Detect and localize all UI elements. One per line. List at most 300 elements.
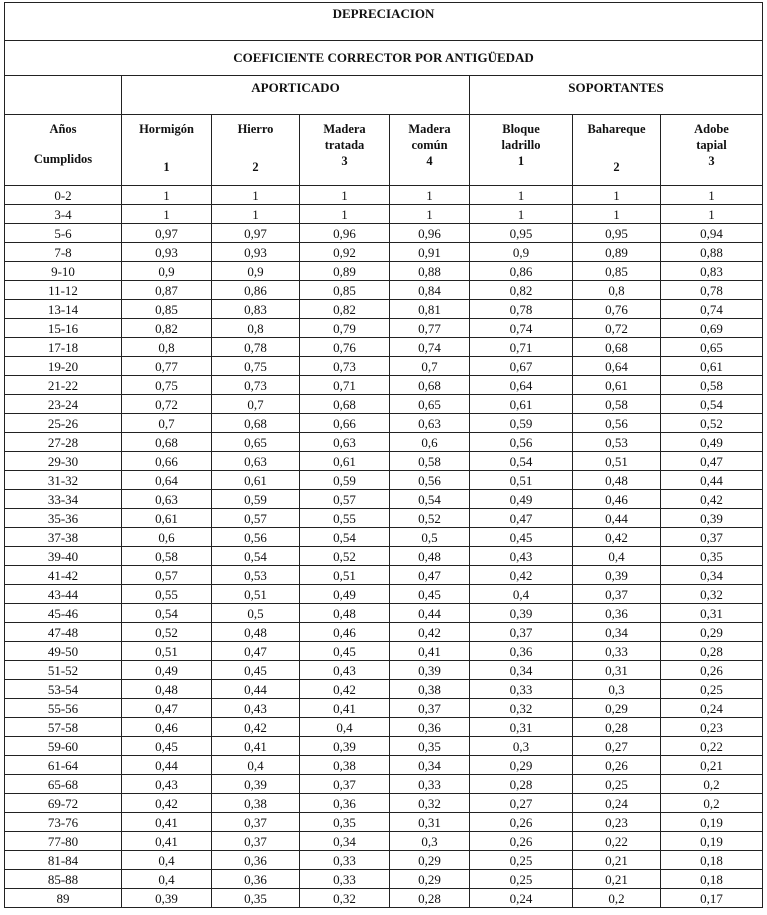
cell-madera-comun: 0,32 xyxy=(390,794,470,813)
table-row xyxy=(5,661,763,680)
cell-years: 85-88 xyxy=(5,870,122,889)
cell-bahareque: 0,44 xyxy=(573,509,661,528)
cell-hierro: 0,68 xyxy=(212,414,300,433)
cell-bloque-ladrillo: 1 xyxy=(470,186,573,205)
cell-bloque-ladrillo: 0,67 xyxy=(470,357,573,376)
cell-madera-comun: 0,29 xyxy=(390,870,470,889)
cell-adobe-tapial: 0,39 xyxy=(661,509,763,528)
cell-madera-tratada: 1 xyxy=(300,205,390,224)
cell-hierro: 0,8 xyxy=(212,319,300,338)
cell-hormigon: 0,87 xyxy=(122,281,212,300)
cell-bloque-ladrillo: 0,25 xyxy=(470,870,573,889)
cell-years: 5-6 xyxy=(5,224,122,243)
cell-madera-comun: 0,39 xyxy=(390,661,470,680)
cell-madera-comun: 0,47 xyxy=(390,566,470,585)
header-adobe-tapial xyxy=(661,115,763,186)
cell-bloque-ladrillo: 0,31 xyxy=(470,718,573,737)
cell-bahareque: 1 xyxy=(573,186,661,205)
cell-adobe-tapial: 0,26 xyxy=(661,661,763,680)
cell-hormigon: 0,45 xyxy=(122,737,212,756)
cell-hormigon: 1 xyxy=(122,205,212,224)
cell-madera-comun: 0,96 xyxy=(390,224,470,243)
cell-adobe-tapial: 0,25 xyxy=(661,680,763,699)
cell-adobe-tapial: 0,58 xyxy=(661,376,763,395)
cell-bahareque: 0,48 xyxy=(573,471,661,490)
cell-hierro: 0,51 xyxy=(212,585,300,604)
cell-years: 65-68 xyxy=(5,775,122,794)
table-row xyxy=(5,794,763,813)
cell-bahareque: 1 xyxy=(573,205,661,224)
cell-years: 55-56 xyxy=(5,699,122,718)
cell-madera-comun: 0,44 xyxy=(390,604,470,623)
cell-madera-tratada: 0,59 xyxy=(300,471,390,490)
cell-hierro: 0,83 xyxy=(212,300,300,319)
table-subtitle: COEFICIENTE CORRECTOR POR ANTIGÜEDAD xyxy=(5,41,763,76)
cell-madera-comun: 0,54 xyxy=(390,490,470,509)
header-bahareque xyxy=(573,115,661,186)
cell-hormigon: 0,51 xyxy=(122,642,212,661)
cell-hormigon: 0,68 xyxy=(122,433,212,452)
cell-bahareque: 0,22 xyxy=(573,832,661,851)
cell-bloque-ladrillo: 0,33 xyxy=(470,680,573,699)
header-hormigon-num: 1 xyxy=(163,160,170,174)
cell-hierro: 0,37 xyxy=(212,832,300,851)
depreciation-table xyxy=(4,2,763,908)
cell-madera-comun: 0,56 xyxy=(390,471,470,490)
header-adobe-tapial-name1: Adobe xyxy=(694,122,729,136)
cell-adobe-tapial: 0,24 xyxy=(661,699,763,718)
cell-years: 57-58 xyxy=(5,718,122,737)
cell-years: 89 xyxy=(5,889,122,908)
cell-years: 51-52 xyxy=(5,661,122,680)
table-row xyxy=(5,243,763,262)
cell-madera-tratada: 1 xyxy=(300,186,390,205)
table-row xyxy=(5,813,763,832)
cell-hormigon: 0,39 xyxy=(122,889,212,908)
cell-bloque-ladrillo: 0,26 xyxy=(470,813,573,832)
cell-adobe-tapial: 0,83 xyxy=(661,262,763,281)
cell-years: 81-84 xyxy=(5,851,122,870)
cell-bloque-ladrillo: 0,29 xyxy=(470,756,573,775)
cell-years: 61-64 xyxy=(5,756,122,775)
cell-bahareque: 0,36 xyxy=(573,604,661,623)
header-hierro-name: Hierro xyxy=(237,122,274,136)
cell-years: 17-18 xyxy=(5,338,122,357)
cell-hormigon: 0,58 xyxy=(122,547,212,566)
cell-years: 9-10 xyxy=(5,262,122,281)
table-row xyxy=(5,338,763,357)
cell-years: 37-38 xyxy=(5,528,122,547)
cell-madera-comun: 0,36 xyxy=(390,718,470,737)
cell-madera-tratada: 0,57 xyxy=(300,490,390,509)
cell-hormigon: 0,8 xyxy=(122,338,212,357)
cell-bahareque: 0,24 xyxy=(573,794,661,813)
cell-years: 43-44 xyxy=(5,585,122,604)
cell-bahareque: 0,21 xyxy=(573,851,661,870)
cell-years: 59-60 xyxy=(5,737,122,756)
header-hierro-num: 2 xyxy=(252,160,259,174)
table-row xyxy=(5,186,763,205)
cell-bahareque: 0,29 xyxy=(573,699,661,718)
cell-adobe-tapial: 0,44 xyxy=(661,471,763,490)
cell-adobe-tapial: 1 xyxy=(661,205,763,224)
cell-hormigon: 0,52 xyxy=(122,623,212,642)
cell-madera-comun: 0,48 xyxy=(390,547,470,566)
cell-hormigon: 0,46 xyxy=(122,718,212,737)
cell-adobe-tapial: 0,69 xyxy=(661,319,763,338)
cell-bahareque: 0,25 xyxy=(573,775,661,794)
cell-madera-tratada: 0,89 xyxy=(300,262,390,281)
cell-hierro: 0,36 xyxy=(212,870,300,889)
table-row xyxy=(5,224,763,243)
cell-madera-comun: 0,74 xyxy=(390,338,470,357)
cell-bloque-ladrillo: 0,34 xyxy=(470,661,573,680)
table-row xyxy=(5,566,763,585)
cell-years: 29-30 xyxy=(5,452,122,471)
cell-hierro: 0,38 xyxy=(212,794,300,813)
cell-years: 21-22 xyxy=(5,376,122,395)
cell-hormigon: 0,93 xyxy=(122,243,212,262)
cell-adobe-tapial: 0,54 xyxy=(661,395,763,414)
cell-hierro: 0,39 xyxy=(212,775,300,794)
cell-bloque-ladrillo: 0,9 xyxy=(470,243,573,262)
cell-hierro: 0,44 xyxy=(212,680,300,699)
cell-bloque-ladrillo: 0,74 xyxy=(470,319,573,338)
cell-hierro: 0,5 xyxy=(212,604,300,623)
cell-years: 31-32 xyxy=(5,471,122,490)
header-bloque-ladrillo-name2: ladrillo xyxy=(501,138,541,152)
cell-bloque-ladrillo: 0,45 xyxy=(470,528,573,547)
cell-hormigon: 0,64 xyxy=(122,471,212,490)
cell-adobe-tapial: 1 xyxy=(661,186,763,205)
cell-years: 25-26 xyxy=(5,414,122,433)
header-madera-tratada xyxy=(300,115,390,186)
cell-hormigon: 0,41 xyxy=(122,813,212,832)
table-row xyxy=(5,205,763,224)
cell-years: 19-20 xyxy=(5,357,122,376)
cell-madera-comun: 0,35 xyxy=(390,737,470,756)
cell-madera-tratada: 0,79 xyxy=(300,319,390,338)
cell-bahareque: 0,21 xyxy=(573,870,661,889)
header-madera-comun xyxy=(390,115,470,186)
cell-madera-tratada: 0,54 xyxy=(300,528,390,547)
cell-madera-comun: 0,34 xyxy=(390,756,470,775)
cell-hierro: 1 xyxy=(212,205,300,224)
cell-bahareque: 0,51 xyxy=(573,452,661,471)
group-aporticado: APORTICADO xyxy=(122,76,470,115)
table-row xyxy=(5,623,763,642)
cell-madera-tratada: 0,55 xyxy=(300,509,390,528)
cell-madera-tratada: 0,46 xyxy=(300,623,390,642)
cell-adobe-tapial: 0,2 xyxy=(661,794,763,813)
table-row xyxy=(5,604,763,623)
cell-madera-tratada: 0,45 xyxy=(300,642,390,661)
cell-years: 39-40 xyxy=(5,547,122,566)
cell-madera-tratada: 0,66 xyxy=(300,414,390,433)
cell-bahareque: 0,76 xyxy=(573,300,661,319)
cell-madera-tratada: 0,32 xyxy=(300,889,390,908)
header-bloque-ladrillo-num: 1 xyxy=(517,154,525,168)
cell-hormigon: 0,44 xyxy=(122,756,212,775)
cell-hormigon: 0,55 xyxy=(122,585,212,604)
table-row xyxy=(5,319,763,338)
cell-adobe-tapial: 0,37 xyxy=(661,528,763,547)
cell-adobe-tapial: 0,22 xyxy=(661,737,763,756)
cell-hierro: 0,48 xyxy=(212,623,300,642)
cell-hormigon: 0,41 xyxy=(122,832,212,851)
cell-hierro: 0,73 xyxy=(212,376,300,395)
cell-hormigon: 0,57 xyxy=(122,566,212,585)
cell-madera-comun: 0,88 xyxy=(390,262,470,281)
cell-bloque-ladrillo: 0,24 xyxy=(470,889,573,908)
cell-bloque-ladrillo: 0,78 xyxy=(470,300,573,319)
table-row xyxy=(5,357,763,376)
header-madera-tratada-name2: tratada xyxy=(324,138,365,152)
cell-years: 3-4 xyxy=(5,205,122,224)
table-row xyxy=(5,775,763,794)
cell-hierro: 0,97 xyxy=(212,224,300,243)
cell-adobe-tapial: 0,78 xyxy=(661,281,763,300)
header-years-line2: Cumplidos xyxy=(33,152,93,166)
cell-madera-tratada: 0,4 xyxy=(300,718,390,737)
header-madera-comun-name1: Madera xyxy=(408,122,451,136)
header-madera-comun-num: 4 xyxy=(426,154,433,168)
cell-bahareque: 0,33 xyxy=(573,642,661,661)
header-years xyxy=(5,115,122,186)
cell-bahareque: 0,56 xyxy=(573,414,661,433)
cell-madera-comun: 0,5 xyxy=(390,528,470,547)
cell-hierro: 0,61 xyxy=(212,471,300,490)
cell-years: 53-54 xyxy=(5,680,122,699)
cell-adobe-tapial: 0,19 xyxy=(661,832,763,851)
cell-madera-tratada: 0,37 xyxy=(300,775,390,794)
table-row xyxy=(5,832,763,851)
cell-madera-tratada: 0,33 xyxy=(300,870,390,889)
header-madera-comun-name2: común xyxy=(411,138,448,152)
cell-madera-comun: 0,42 xyxy=(390,623,470,642)
cell-years: 11-12 xyxy=(5,281,122,300)
cell-bloque-ladrillo: 0,95 xyxy=(470,224,573,243)
cell-bloque-ladrillo: 0,43 xyxy=(470,547,573,566)
cell-bloque-ladrillo: 0,59 xyxy=(470,414,573,433)
header-adobe-tapial-num: 3 xyxy=(708,154,715,168)
cell-hierro: 0,37 xyxy=(212,813,300,832)
cell-bloque-ladrillo: 0,61 xyxy=(470,395,573,414)
cell-hormigon: 0,63 xyxy=(122,490,212,509)
cell-adobe-tapial: 0,61 xyxy=(661,357,763,376)
cell-bloque-ladrillo: 0,26 xyxy=(470,832,573,851)
table-row xyxy=(5,433,763,452)
cell-madera-tratada: 0,76 xyxy=(300,338,390,357)
cell-adobe-tapial: 0,18 xyxy=(661,851,763,870)
cell-years: 73-76 xyxy=(5,813,122,832)
cell-adobe-tapial: 0,49 xyxy=(661,433,763,452)
cell-adobe-tapial: 0,19 xyxy=(661,813,763,832)
cell-madera-comun: 0,77 xyxy=(390,319,470,338)
cell-bloque-ladrillo: 0,32 xyxy=(470,699,573,718)
cell-madera-tratada: 0,43 xyxy=(300,661,390,680)
cell-bloque-ladrillo: 0,39 xyxy=(470,604,573,623)
header-hormigon xyxy=(122,115,212,186)
cell-adobe-tapial: 0,42 xyxy=(661,490,763,509)
header-bloque-ladrillo-name1: Bloque xyxy=(502,122,540,136)
cell-madera-comun: 1 xyxy=(390,186,470,205)
cell-madera-comun: 0,29 xyxy=(390,851,470,870)
cell-years: 0-2 xyxy=(5,186,122,205)
cell-bloque-ladrillo: 0,36 xyxy=(470,642,573,661)
cell-bahareque: 0,46 xyxy=(573,490,661,509)
cell-adobe-tapial: 0,17 xyxy=(661,889,763,908)
cell-hormigon: 0,82 xyxy=(122,319,212,338)
cell-bloque-ladrillo: 0,28 xyxy=(470,775,573,794)
cell-hierro: 0,7 xyxy=(212,395,300,414)
cell-madera-tratada: 0,38 xyxy=(300,756,390,775)
cell-hierro: 0,4 xyxy=(212,756,300,775)
cell-hierro: 0,59 xyxy=(212,490,300,509)
cell-madera-comun: 0,6 xyxy=(390,433,470,452)
cell-bloque-ladrillo: 0,64 xyxy=(470,376,573,395)
cell-bahareque: 0,34 xyxy=(573,623,661,642)
cell-madera-comun: 0,58 xyxy=(390,452,470,471)
cell-bahareque: 0,26 xyxy=(573,756,661,775)
cell-hormigon: 0,7 xyxy=(122,414,212,433)
cell-years: 13-14 xyxy=(5,300,122,319)
cell-years: 69-72 xyxy=(5,794,122,813)
header-hormigon-name: Hormigón xyxy=(139,122,194,136)
cell-bahareque: 0,95 xyxy=(573,224,661,243)
header-madera-tratada-num: 3 xyxy=(341,154,348,168)
cell-bahareque: 0,39 xyxy=(573,566,661,585)
cell-bloque-ladrillo: 0,86 xyxy=(470,262,573,281)
cell-madera-comun: 0,38 xyxy=(390,680,470,699)
cell-madera-tratada: 0,36 xyxy=(300,794,390,813)
table-row xyxy=(5,585,763,604)
cell-madera-tratada: 0,49 xyxy=(300,585,390,604)
cell-madera-tratada: 0,39 xyxy=(300,737,390,756)
cell-bahareque: 0,64 xyxy=(573,357,661,376)
cell-bahareque: 0,27 xyxy=(573,737,661,756)
table-row xyxy=(5,528,763,547)
cell-hierro: 0,75 xyxy=(212,357,300,376)
cell-years: 35-36 xyxy=(5,509,122,528)
cell-bahareque: 0,8 xyxy=(573,281,661,300)
cell-hormigon: 0,9 xyxy=(122,262,212,281)
cell-adobe-tapial: 0,94 xyxy=(661,224,763,243)
cell-hierro: 0,9 xyxy=(212,262,300,281)
cell-bloque-ladrillo: 0,82 xyxy=(470,281,573,300)
cell-adobe-tapial: 0,52 xyxy=(661,414,763,433)
table-row xyxy=(5,547,763,566)
cell-bloque-ladrillo: 0,54 xyxy=(470,452,573,471)
cell-bloque-ladrillo: 0,71 xyxy=(470,338,573,357)
cell-hormigon: 0,54 xyxy=(122,604,212,623)
cell-hierro: 0,63 xyxy=(212,452,300,471)
cell-years: 7-8 xyxy=(5,243,122,262)
cell-bahareque: 0,37 xyxy=(573,585,661,604)
table-row xyxy=(5,699,763,718)
cell-bahareque: 0,31 xyxy=(573,661,661,680)
cell-years: 27-28 xyxy=(5,433,122,452)
table-row xyxy=(5,281,763,300)
cell-adobe-tapial: 0,88 xyxy=(661,243,763,262)
cell-bahareque: 0,68 xyxy=(573,338,661,357)
cell-madera-comun: 0,41 xyxy=(390,642,470,661)
cell-madera-tratada: 0,34 xyxy=(300,832,390,851)
header-bloque-ladrillo xyxy=(470,115,573,186)
cell-madera-comun: 0,37 xyxy=(390,699,470,718)
cell-adobe-tapial: 0,29 xyxy=(661,623,763,642)
header-bahareque-num: 2 xyxy=(613,160,620,174)
header-years-line1: Años xyxy=(49,122,77,136)
header-bahareque-name: Bahareque xyxy=(587,122,646,136)
cell-hormigon: 0,75 xyxy=(122,376,212,395)
table-row xyxy=(5,395,763,414)
cell-bloque-ladrillo: 0,51 xyxy=(470,471,573,490)
cell-hormigon: 0,85 xyxy=(122,300,212,319)
cell-adobe-tapial: 0,2 xyxy=(661,775,763,794)
cell-adobe-tapial: 0,32 xyxy=(661,585,763,604)
cell-hierro: 0,56 xyxy=(212,528,300,547)
cell-adobe-tapial: 0,31 xyxy=(661,604,763,623)
cell-hierro: 0,93 xyxy=(212,243,300,262)
cell-madera-tratada: 0,68 xyxy=(300,395,390,414)
table-row xyxy=(5,870,763,889)
table-row xyxy=(5,490,763,509)
cell-hormigon: 0,61 xyxy=(122,509,212,528)
cell-bahareque: 0,42 xyxy=(573,528,661,547)
table-row xyxy=(5,376,763,395)
cell-adobe-tapial: 0,18 xyxy=(661,870,763,889)
cell-madera-tratada: 0,52 xyxy=(300,547,390,566)
cell-bloque-ladrillo: 1 xyxy=(470,205,573,224)
cell-hormigon: 1 xyxy=(122,186,212,205)
header-hierro xyxy=(212,115,300,186)
cell-adobe-tapial: 0,74 xyxy=(661,300,763,319)
cell-bloque-ladrillo: 0,42 xyxy=(470,566,573,585)
cell-madera-comun: 0,91 xyxy=(390,243,470,262)
cell-bahareque: 0,2 xyxy=(573,889,661,908)
cell-bloque-ladrillo: 0,49 xyxy=(470,490,573,509)
cell-madera-comun: 0,31 xyxy=(390,813,470,832)
cell-hormigon: 0,47 xyxy=(122,699,212,718)
cell-hierro: 0,47 xyxy=(212,642,300,661)
cell-madera-tratada: 0,42 xyxy=(300,680,390,699)
cell-bahareque: 0,58 xyxy=(573,395,661,414)
cell-hierro: 0,41 xyxy=(212,737,300,756)
group-soportantes: SOPORTANTES xyxy=(470,76,763,115)
cell-bahareque: 0,89 xyxy=(573,243,661,262)
cell-madera-comun: 0,63 xyxy=(390,414,470,433)
cell-madera-tratada: 0,71 xyxy=(300,376,390,395)
cell-bahareque: 0,61 xyxy=(573,376,661,395)
cell-adobe-tapial: 0,28 xyxy=(661,642,763,661)
table-row xyxy=(5,718,763,737)
cell-bahareque: 0,3 xyxy=(573,680,661,699)
cell-bloque-ladrillo: 0,27 xyxy=(470,794,573,813)
table-row xyxy=(5,471,763,490)
cell-madera-tratada: 0,82 xyxy=(300,300,390,319)
cell-adobe-tapial: 0,47 xyxy=(661,452,763,471)
cell-hierro: 0,35 xyxy=(212,889,300,908)
header-madera-tratada-name1: Madera xyxy=(323,122,366,136)
cell-hierro: 0,42 xyxy=(212,718,300,737)
cell-madera-tratada: 0,41 xyxy=(300,699,390,718)
table-row xyxy=(5,414,763,433)
cell-hierro: 1 xyxy=(212,186,300,205)
cell-hierro: 0,36 xyxy=(212,851,300,870)
cell-bloque-ladrillo: 0,4 xyxy=(470,585,573,604)
cell-years: 33-34 xyxy=(5,490,122,509)
